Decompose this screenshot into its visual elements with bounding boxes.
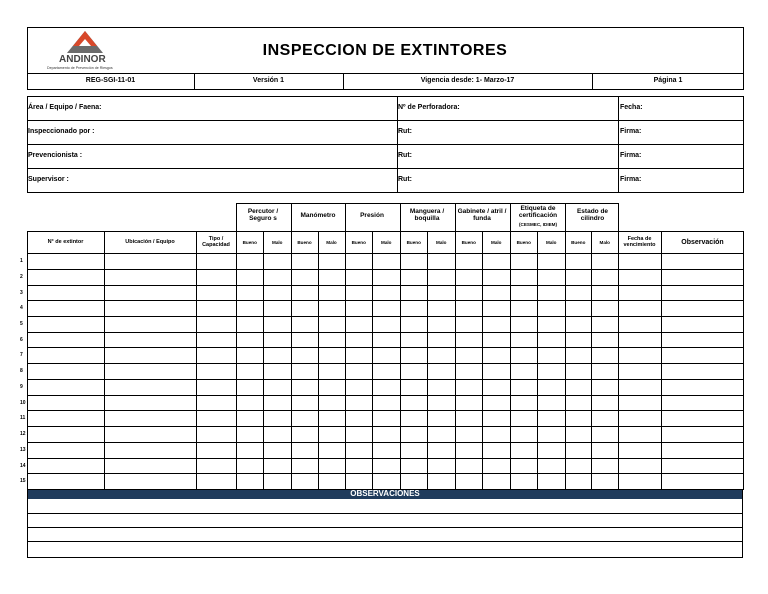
row-number: 5 <box>20 320 23 327</box>
table-column-line <box>510 231 511 489</box>
row-number: 9 <box>20 383 23 390</box>
subheader-malo: Malo <box>491 240 502 245</box>
table-row-line <box>27 410 744 411</box>
row-number: 12 <box>20 431 26 438</box>
col-header-ubicacion: Ubicación / Equipo <box>125 239 175 245</box>
brand-tagline: Departamento de Prevención de Riesgos <box>47 66 113 70</box>
document-title: INSPECCION DE EXTINTORES <box>262 42 508 59</box>
document-version: Versión 1 <box>252 77 285 84</box>
certification-note: (CESMEC, IDIEM) <box>518 222 558 227</box>
area-label: Área / Equipo / Faena: <box>28 104 102 111</box>
table-row-line <box>27 332 744 333</box>
header-divider <box>27 73 744 74</box>
table-row-line <box>27 442 744 443</box>
table-column-line <box>743 231 744 489</box>
group-header-etiqueta: Etiqueta de certificación <box>518 205 558 219</box>
col-header-observacion: Observación <box>681 239 724 246</box>
table-column-line <box>482 231 483 489</box>
obs-line-2 <box>27 527 743 528</box>
table-column-line <box>104 231 105 489</box>
table-header-bottom-line <box>27 253 744 254</box>
col-header-extintor: N° de extintor <box>47 239 84 245</box>
subheader-bueno: Bueno <box>571 240 586 245</box>
info-line-2 <box>27 144 744 145</box>
info-line-3 <box>27 168 744 169</box>
signature-label-1: Firma: <box>620 128 642 135</box>
subheader-malo: Malo <box>436 240 447 245</box>
table-column-line <box>196 231 197 489</box>
table-column-line <box>427 231 428 489</box>
row-number: 2 <box>20 273 23 280</box>
table-row-line <box>27 316 744 317</box>
col-header-vencimiento: Fecha de vencimiento <box>623 236 656 248</box>
table-column-line <box>618 231 619 489</box>
subheader-bueno: Bueno <box>516 240 531 245</box>
drill-number-label: Nº de Perforadora: <box>398 104 460 111</box>
subheader-malo: Malo <box>599 240 610 245</box>
observations-box <box>27 489 743 558</box>
rut-label-2: Rut: <box>398 152 412 159</box>
observations-title: OBSERVACIONES <box>350 489 420 498</box>
row-number: 6 <box>20 336 23 343</box>
row-number: 8 <box>20 368 23 375</box>
table-column-line <box>318 231 319 489</box>
group-header-manometro: Manómetro <box>300 212 336 219</box>
table-top-line <box>27 231 744 232</box>
table-column-line <box>345 231 346 489</box>
subheader-malo: Malo <box>272 240 283 245</box>
subheader-bueno: Bueno <box>406 240 421 245</box>
table-row-line <box>27 458 744 459</box>
group-header-cilindro: Estado de cilindro <box>576 208 609 222</box>
table-column-line <box>236 231 237 489</box>
subheader-malo: Malo <box>381 240 392 245</box>
info-line-1 <box>27 120 744 121</box>
info-sep-2 <box>618 96 619 193</box>
row-number: 4 <box>20 305 23 312</box>
table-row-line <box>27 426 744 427</box>
row-number: 7 <box>20 352 23 359</box>
document-code: REG-SGI-11-01 <box>85 77 136 84</box>
table-column-line <box>291 231 292 489</box>
brand-name: ANDINOR <box>59 54 106 65</box>
table-row-line <box>27 285 744 286</box>
table-row-line <box>27 347 744 348</box>
table-column-line <box>400 231 401 489</box>
subheader-bueno: Bueno <box>351 240 366 245</box>
obs-line-3 <box>27 541 743 542</box>
group-header-gabinete: Gabinete / atril / funda <box>457 208 507 222</box>
group-header-presion: Presión <box>360 212 384 219</box>
row-number: 3 <box>20 289 23 296</box>
col-header-tipo: Tipo / Capacidad <box>202 236 230 248</box>
row-number: 14 <box>20 462 26 469</box>
date-label: Fecha: <box>620 104 643 111</box>
group-header-top-line <box>236 203 618 204</box>
row-number: 13 <box>20 446 26 453</box>
table-column-line <box>591 231 592 489</box>
document-validity: Vigencia desde: 1- Marzo-17 <box>420 77 515 84</box>
table-column-line <box>565 231 566 489</box>
table-column-line <box>661 231 662 489</box>
row-number: 10 <box>20 399 26 406</box>
subheader-malo: Malo <box>326 240 337 245</box>
table-column-line <box>263 231 264 489</box>
signature-label-3: Firma: <box>620 176 642 183</box>
table-row-line <box>27 269 744 270</box>
inspected-by-label: Inspeccionado por : <box>28 128 95 135</box>
table-row-line <box>27 379 744 380</box>
table-column-line <box>27 231 28 489</box>
subheader-bueno: Bueno <box>461 240 476 245</box>
row-number: 11 <box>20 415 26 422</box>
table-column-line <box>455 231 456 489</box>
obs-line-1 <box>27 513 743 514</box>
rut-label-3: Rut: <box>398 176 412 183</box>
table-column-line <box>537 231 538 489</box>
signature-label-2: Firma: <box>620 152 642 159</box>
prevencionista-label: Prevencionista : <box>28 152 83 159</box>
group-header-manguera: Manguera / boquilla <box>409 208 445 222</box>
subheader-bueno: Bueno <box>242 240 257 245</box>
table-row-line <box>27 473 744 474</box>
document-page: Página 1 <box>653 77 683 84</box>
table-column-line <box>372 231 373 489</box>
subheader-bueno: Bueno <box>297 240 312 245</box>
table-row-line <box>27 363 744 364</box>
table-row-line <box>27 395 744 396</box>
andinor-logo-icon <box>66 30 104 54</box>
supervisor-label: Supervisor : <box>28 176 69 183</box>
table-row-line <box>27 300 744 301</box>
subheader-malo: Malo <box>546 240 557 245</box>
rut-label-1: Rut: <box>398 128 412 135</box>
row-number: 1 <box>20 258 23 264</box>
row-number: 15 <box>20 478 26 485</box>
group-header-percutor: Percutor / Seguro s <box>247 208 279 222</box>
